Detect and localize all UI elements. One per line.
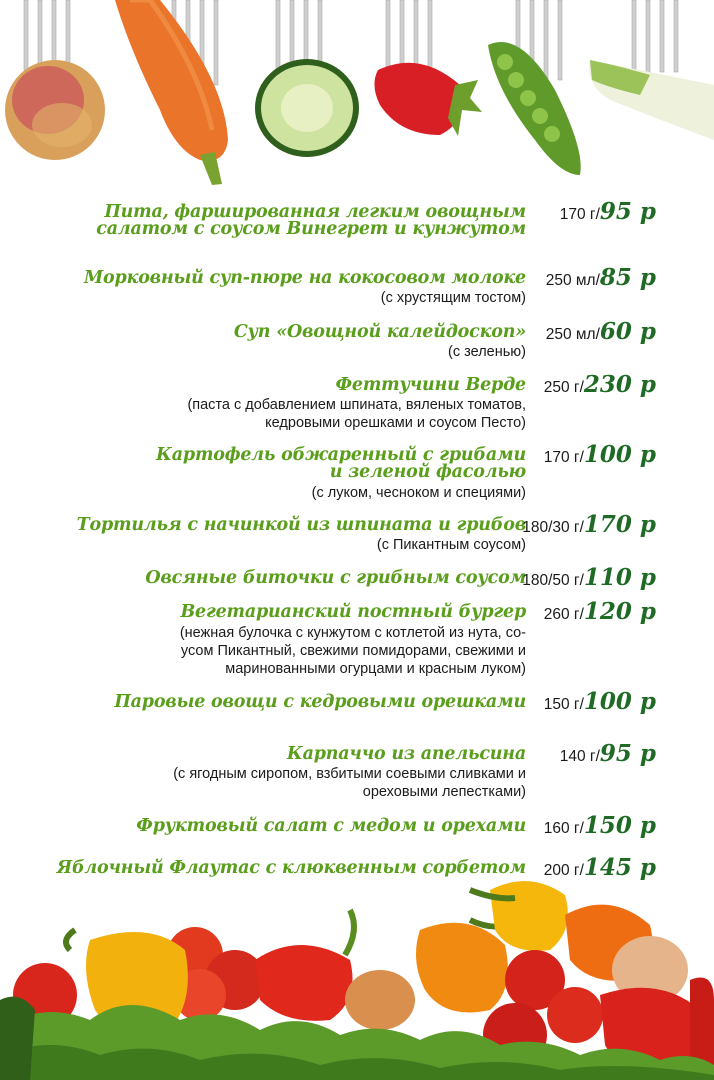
dish-name: Вегетарианский постный бургер [180, 602, 526, 622]
price-value: 230 р [583, 371, 656, 398]
dish-name: Феттучини Верде [335, 375, 526, 395]
price-value: 110 р [583, 564, 656, 591]
price [546, 264, 656, 291]
price-value: 100 р [583, 688, 656, 715]
weight: 260 г/ [543, 606, 584, 623]
dish-name: Овсяные биточки с грибным соусом [145, 568, 526, 588]
weight: 170 г/ [543, 449, 584, 466]
weight: 250 мл/ [545, 326, 600, 343]
weight: 250 г/ [543, 379, 584, 396]
weight: 250 мл/ [545, 272, 600, 289]
dish-name: Карпаччо из апельсина [286, 744, 526, 764]
price [522, 511, 656, 538]
dish-description: (с луком, чесноком и специями) [311, 485, 526, 501]
weight: 170 г/ [559, 206, 600, 223]
price [544, 688, 656, 715]
price [544, 598, 656, 625]
dish-name: Яблочный Флаутас с клюквенным сорбетом [56, 858, 526, 878]
price-value: 170 р [583, 511, 656, 538]
strawberry [374, 63, 482, 136]
weight: 150 г/ [543, 696, 584, 713]
weight: 180/50 г/ [522, 572, 584, 589]
price-value: 85 р [599, 264, 656, 291]
price [560, 740, 656, 767]
weight: 160 г/ [543, 820, 584, 837]
weight: 200 г/ [543, 862, 584, 879]
dish-name: Морковный суп-пюре на кокосовом молоке [83, 268, 526, 288]
spring-onion [589, 60, 714, 140]
cucumber-slice [255, 59, 359, 157]
dish-description: (с Пикантным соусом) [376, 537, 526, 553]
price-value: 100 р [583, 441, 656, 468]
dish-name: Тортилья с начинкой из шпината и грибов [76, 515, 526, 535]
price [544, 371, 656, 398]
dish-description: (паста с добавлением шпината, вяленых томатов, кедровыми орешками и соусом Песто) [187, 397, 526, 431]
carrot [115, 0, 228, 185]
dish-name: Пита, фаршированная легким овощным салатом с соусом Винегрет и кунжутом [96, 202, 526, 239]
price [546, 318, 656, 345]
weight: 180/30 г/ [522, 519, 584, 536]
price [544, 441, 656, 468]
price [522, 564, 656, 591]
price [560, 198, 656, 225]
dish-description: (с хрустящим тостом) [380, 290, 526, 306]
dish-name: Фруктовый салат с медом и орехами [136, 816, 526, 836]
bottom-vegetables-image [0, 870, 714, 1080]
potato [5, 60, 105, 160]
dish-description: (с зеленью) [448, 344, 526, 360]
price-value: 95 р [599, 198, 656, 225]
price-value: 120 р [583, 598, 656, 625]
price-value: 60 р [599, 318, 656, 345]
dish-description: (с ягодным сиропом, взбитыми соевыми сливками и ореховыми лепестками) [173, 766, 526, 800]
top-vegetables-image [0, 0, 714, 195]
dish-name: Паровые овощи с кедровыми орешками [114, 692, 526, 712]
price-value: 150 р [583, 812, 656, 839]
price-value: 95 р [599, 740, 656, 767]
dish-name: Суп «Овощной калейдоскоп» [233, 322, 526, 342]
pea-pod [488, 42, 581, 175]
weight: 140 г/ [559, 748, 600, 765]
dish-name: Картофель обжаренный с грибами и зеленой фасолью [156, 445, 526, 482]
price-value: 145 р [583, 854, 656, 881]
dish-description: (нежная булочка с кунжутом с котлетой из нута, со- усом Пикантный, свежими помидорами, свежими и маринованными огурцами и красным луком) [179, 625, 526, 677]
price [544, 812, 656, 839]
